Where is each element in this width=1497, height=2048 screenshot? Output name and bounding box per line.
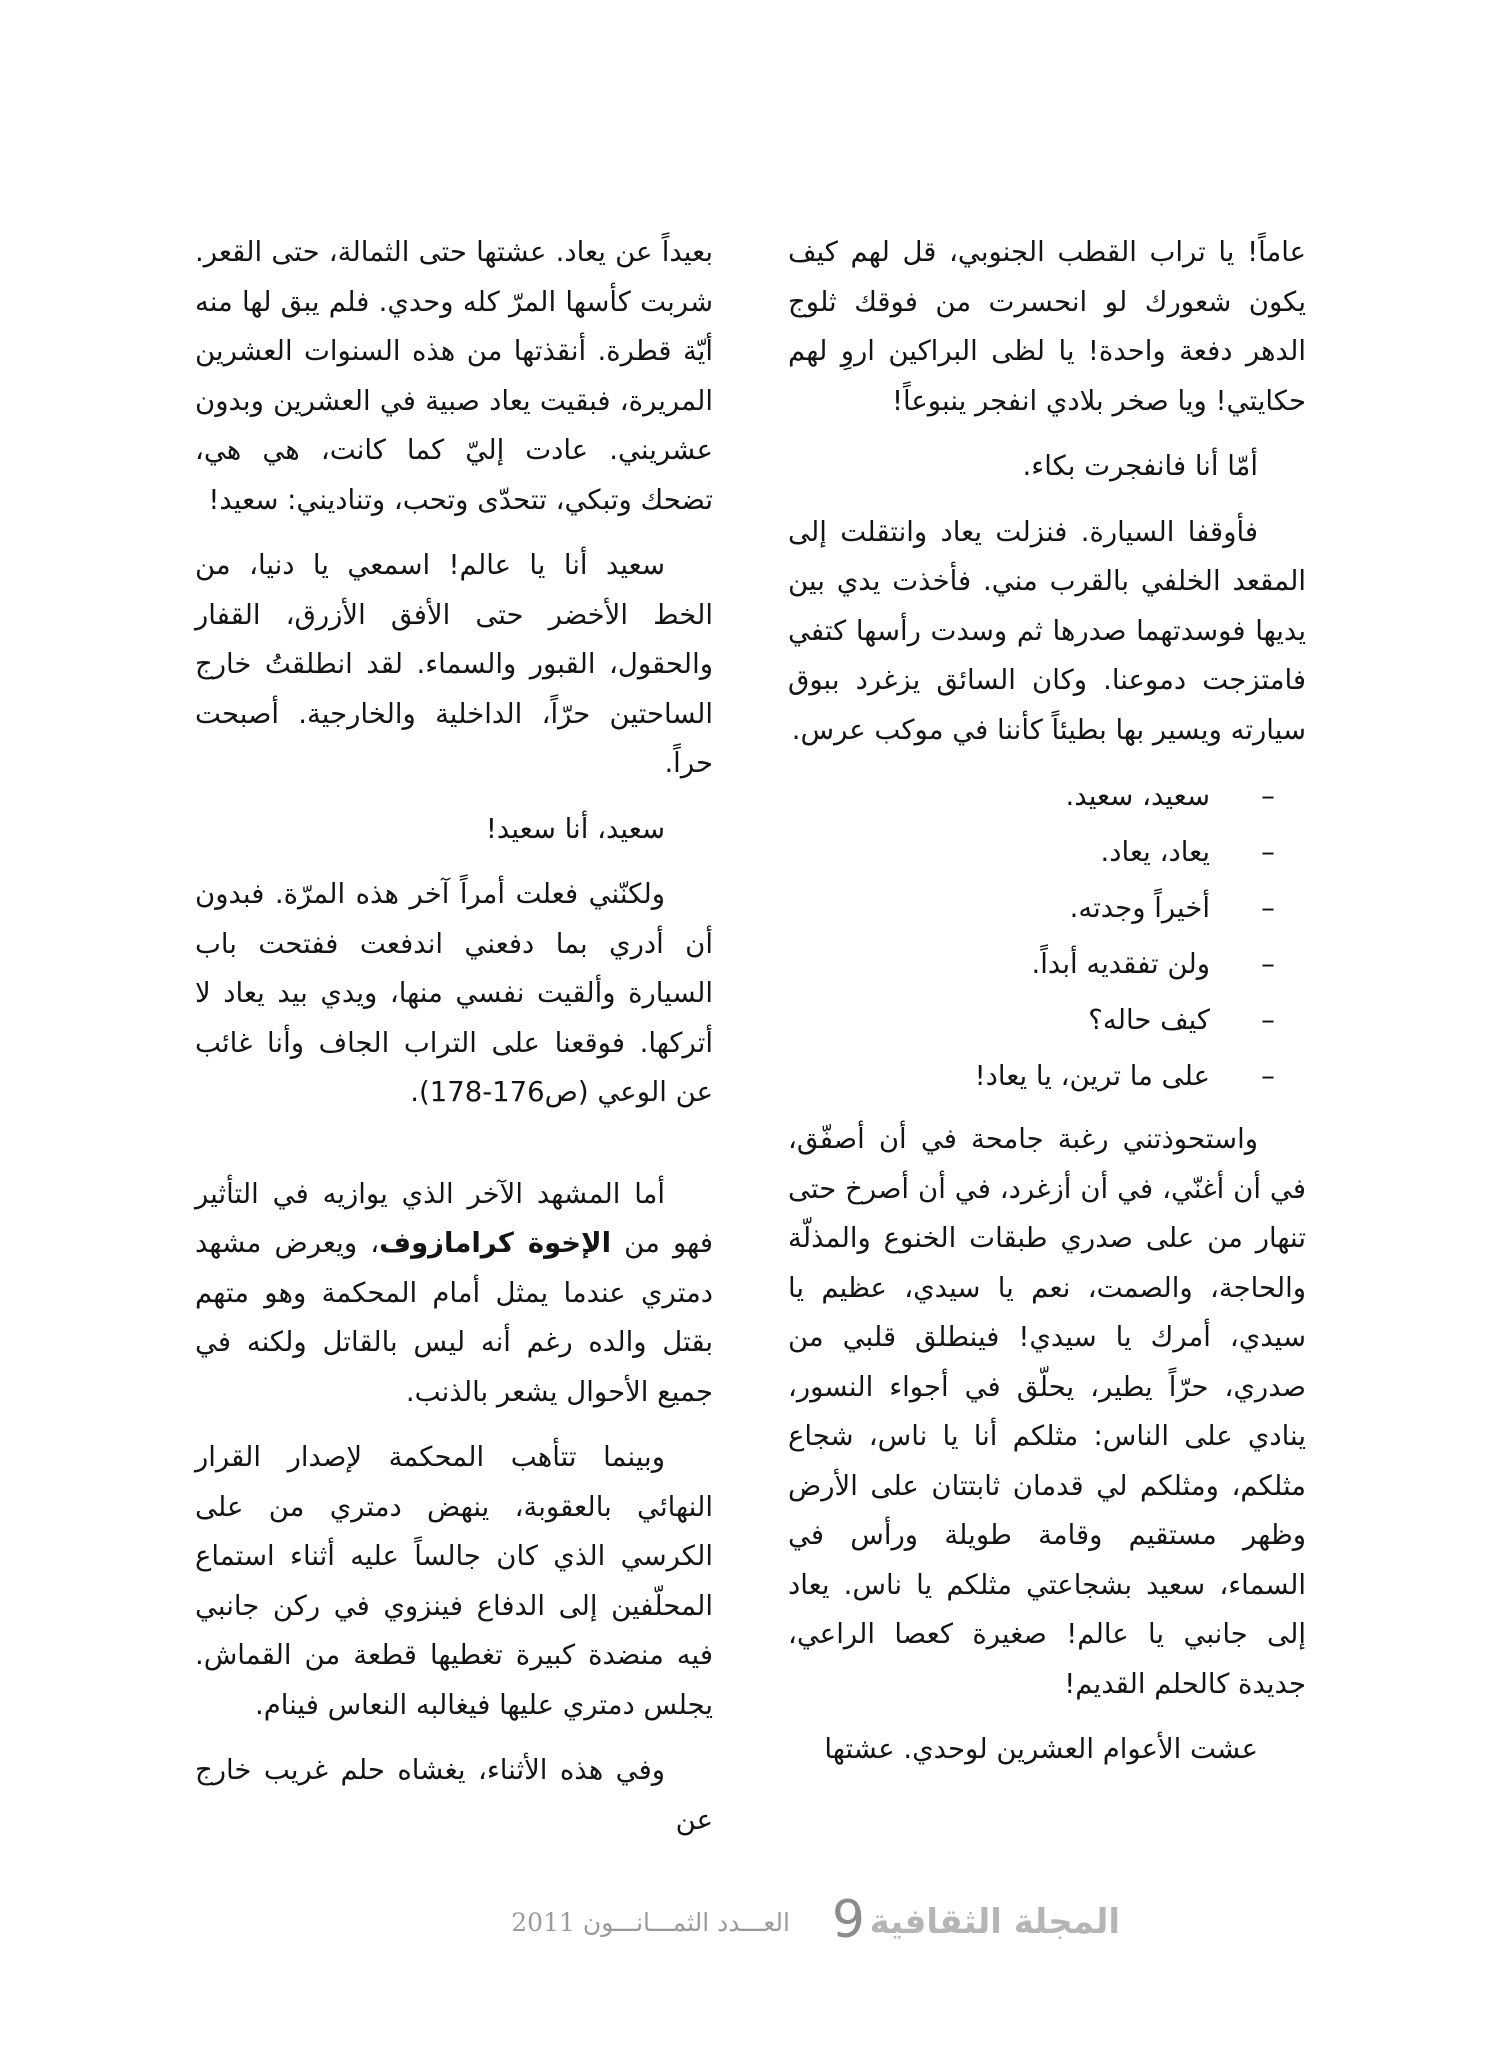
right-column bbox=[788, 228, 1306, 1791]
paragraph: وفي هذه الأثناء، يغشاه حلم غريب خارج عن bbox=[195, 1754, 713, 1836]
dialogue-text: ولن تفقديه أبداً. bbox=[1031, 948, 1210, 980]
dash: – bbox=[1261, 1060, 1275, 1092]
dialogue-list bbox=[788, 771, 1306, 1101]
dialogue-text: كيف حاله؟ bbox=[1088, 1004, 1210, 1036]
dialogue-line bbox=[788, 939, 1306, 989]
dialogue-text: على ما ترين، يا يعاد! bbox=[974, 1060, 1210, 1092]
dialogue-line bbox=[788, 995, 1306, 1045]
paragraph: سعيد أنا يا عالم! اسمعي يا دنيا، من الخط الأخضر حتى الأفق الأزرق، القفار والحقول، القبور والسماء. لقد انطلقتُ خارج الساحتين حرّاً، الداخلية والخارجية. أصبحت حراً. bbox=[195, 549, 713, 779]
dialogue-text: يعاد، يعاد. bbox=[1100, 836, 1210, 868]
dialogue-line bbox=[788, 827, 1306, 877]
paragraph: أمّا أنا فانفجرت بكاء. bbox=[1022, 450, 1258, 482]
dialogue-line bbox=[788, 883, 1306, 933]
dialogue-line bbox=[788, 771, 1306, 821]
dash: – bbox=[1261, 948, 1275, 980]
paragraph: ولكنّني فعلت أمراً آخر هذه المرّة. فبدون أن أدري بما دفعني اندفعت ففتحت باب السيارة وألقيت نفسي منها، ويدي بيد يعاد لا أتركها. فوقعنا على التراب الجاف وأنا غائب عن الوعي (ص176-178). bbox=[195, 878, 713, 1108]
dash: – bbox=[1261, 892, 1275, 924]
paragraph: عشت الأعوام العشرين لوحدي. عشتها bbox=[824, 1733, 1258, 1765]
issue-label: العـــدد الثمـــانـــون 2011 bbox=[511, 1908, 790, 1937]
text-run: أما المشهد الآخر الذي يوازيه في التأثير فهو من bbox=[195, 1177, 713, 1259]
paragraph: فأوقفا السيارة. فنزلت يعاد وانتقلت إلى المقعد الخلفي بالقرب مني. فأخذت يدي بين يديها فوسدتهما صدرها ثم وسدت رأسها كتفي فامتزجت دموعنا. وكان السائق يزغرد ببوق سيارته ويسير بها بطيئاً كأننا في موكب عرس. bbox=[788, 515, 1306, 746]
paragraph: واستحوذتني رغبة جامحة في أن أصفّق، في أن أغنّي، في أن أزغرد، في أن أصرخ حتى تنهار من على صدري طبقات الخنوع والمذلّة والحاجة، والصمت، نعم يا سيدي، عظيم يا سيدي، أمرك يا سيدي! فينطلق قلبي من صدري، حرّاً يطير، يحلّق في أجواء النسور، ينادي على الناس: مثلكم أنا يا ناس، شجاع مثلكم، ومثلكم لي قدمان ثابتتان على الأرض وظهر مستقيم وقامة طويلة ورأس في السماء، سعيد بشجاعتي مثلكم يا ناس. يعاد إلى جانبي يا عالم! صغيرة كعصا الراعي، جديدة كالحلم القديم! bbox=[788, 1123, 1306, 1700]
dash: – bbox=[1261, 1004, 1275, 1036]
left-column bbox=[195, 228, 713, 1861]
dash: – bbox=[1261, 780, 1275, 812]
dialogue-line bbox=[788, 1051, 1306, 1101]
dialogue-text: أخيراً وجدته. bbox=[1069, 892, 1210, 924]
page-number: 9 bbox=[831, 1890, 865, 1950]
magazine-logo: المجلة الثقافية bbox=[869, 1902, 1120, 1942]
dash: – bbox=[1261, 836, 1275, 868]
paragraph: سعيد، أنا سعيد! bbox=[485, 812, 665, 845]
paragraph: بعيداً عن يعاد. عشتها حتى الثمالة، حتى القعر. شربت كأسها المرّ كله وحدي. فلم يبق لها منه أيّة قطرة. أنقذتها من هذه السنوات العشرين المريرة، فبقيت يعاد صبية في العشرين وبدون عشريني. عادت إليّ كما كانت، هي هي، تضحك وتبكي، تتحدّى وتحب، وتناديني: سعيد! bbox=[195, 236, 713, 516]
text-run: ، ويعرض مشهد دمتري عندما يمثل أمام المحكمة وهو متهم بقتل والده رغم أنه ليس بالقاتل ولكنه في جميع الأحوال يشعر بالذنب. bbox=[195, 1227, 713, 1408]
paragraph: وبينما تتأهب المحكمة لإصدار القرار النهائي بالعقوبة، ينهض دمتري من على الكرسي الذي كان جالساً عليه أثناء استماع المحلّفين إلى الدفاع فينزوي في ركن جانبي فيه منضدة كبيرة تغطيها قطعة من القماش. يجلس دمتري عليها فيغالبه النعاس فينام. bbox=[195, 1441, 713, 1721]
paragraph bbox=[195, 1170, 713, 1418]
paragraph: عاماً! يا تراب القطب الجنوبي، قل لهم كيف يكون شعورك لو انحسرت من فوقك ثلوج الدهر دفعة واحدة! يا لظى البراكين اروِ لهم حكايتي! ويا صخر بلادي انفجر ينبوعاً! bbox=[788, 236, 1306, 417]
dialogue-text: سعيد، سعيد. bbox=[1065, 780, 1210, 812]
book-title: الإخوة كرامازوف bbox=[379, 1227, 612, 1259]
page-footer bbox=[420, 1890, 1120, 1958]
